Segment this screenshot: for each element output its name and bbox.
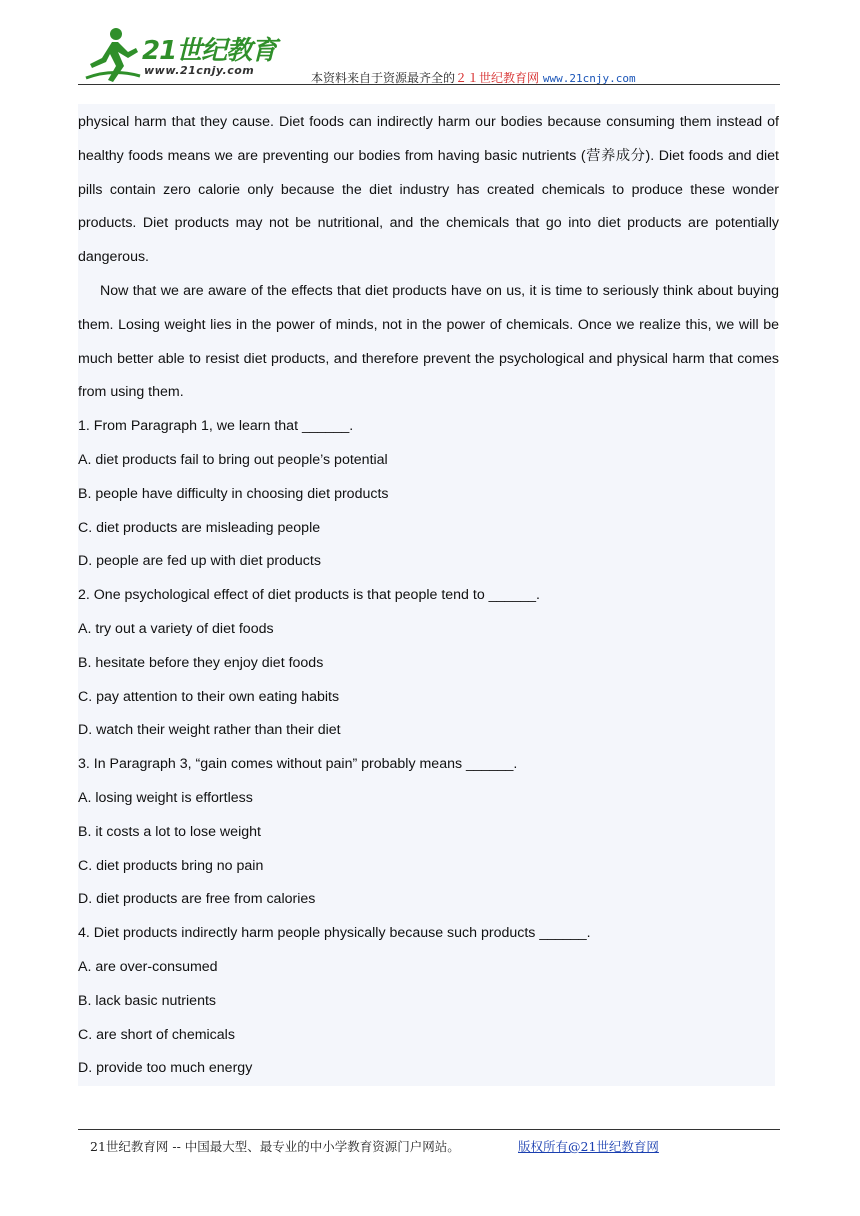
footer-tagline: 21世纪教育网 -- 中国最大型、最专业的中小学教育资源门户网站。 bbox=[90, 1139, 460, 1154]
footer-divider bbox=[78, 1129, 780, 1130]
copyright-link[interactable]: 版权所有@21世纪教育网 bbox=[518, 1139, 659, 1154]
answer-option: A. diet products fail to bring out people’s potential bbox=[78, 451, 388, 468]
answer-option: C. diet products bring no pain bbox=[78, 857, 264, 874]
answer-option: A. try out a variety of diet foods bbox=[78, 620, 274, 637]
paragraph: physical harm that they cause. Diet foods can indirectly harm our bodies because consuming them instead of healthy foods means we are preventing our bodies from having basic nutrients (营养成分). Diet foods and diet pills contain zero calorie only because the diet industry has created chemicals to produce these wonder products. Diet products may not be nutritional, and the chemicals that go into diet products are potentially dangerous. bbox=[78, 114, 779, 266]
site-logo[interactable] bbox=[82, 24, 292, 86]
page-footer bbox=[90, 1137, 659, 1155]
header-note-site: ２１世纪教育网 bbox=[455, 71, 540, 85]
header-note-prefix: 本资料来自于资源最齐全的 bbox=[311, 71, 456, 85]
question-1 bbox=[78, 410, 779, 579]
question-2 bbox=[78, 579, 779, 748]
answer-option: A. losing weight is effortless bbox=[78, 789, 253, 806]
answer-option: C. diet products are misleading people bbox=[78, 519, 321, 536]
answer-option: D. watch their weight rather than their diet bbox=[78, 722, 341, 739]
logo-brand: 21世纪教育 bbox=[142, 36, 277, 66]
answer-option: B. it costs a lot to lose weight bbox=[78, 823, 261, 840]
running-figure-icon bbox=[82, 24, 144, 86]
answer-option: D. people are fed up with diet products bbox=[78, 553, 321, 570]
logo-url: www.21cnjy.com bbox=[144, 64, 255, 77]
header-divider bbox=[78, 84, 780, 85]
document-body bbox=[78, 106, 779, 1086]
answer-option: C. are short of chemicals bbox=[78, 1026, 235, 1043]
question-stem: 1. From Paragraph 1, we learn that ______. bbox=[78, 418, 354, 435]
answer-option: B. people have difficulty in choosing diet products bbox=[78, 485, 389, 502]
question-stem: 2. One psychological effect of diet products is that people tend to ______. bbox=[78, 587, 540, 604]
page-header bbox=[78, 22, 780, 86]
question-3 bbox=[78, 748, 779, 917]
answer-option: D. diet products are free from calories bbox=[78, 891, 316, 908]
answer-option: B. hesitate before they enjoy diet foods bbox=[78, 654, 324, 671]
paragraph: Now that we are aware of the effects that diet products have on us, it is time to seriously think about buying them. Losing weight lies in the power of minds, not in the power of chemicals. Once we realize this, we will be much better able to resist diet products, and therefore prevent the psychological and physical harm that comes from using them. bbox=[78, 282, 779, 401]
header-note-url[interactable]: www.21cnjy.com bbox=[542, 72, 636, 85]
question-4 bbox=[78, 917, 779, 1086]
question-stem: 4. Diet products indirectly harm people physically because such products ______. bbox=[78, 925, 591, 942]
answer-option: C. pay attention to their own eating habits bbox=[78, 688, 340, 705]
question-stem: 3. In Paragraph 3, “gain comes without pain” probably means ______. bbox=[78, 756, 518, 773]
answer-option: A. are over-consumed bbox=[78, 958, 218, 975]
answer-option: B. lack basic nutrients bbox=[78, 992, 216, 1009]
answer-option: D. provide too much energy bbox=[78, 1060, 253, 1077]
